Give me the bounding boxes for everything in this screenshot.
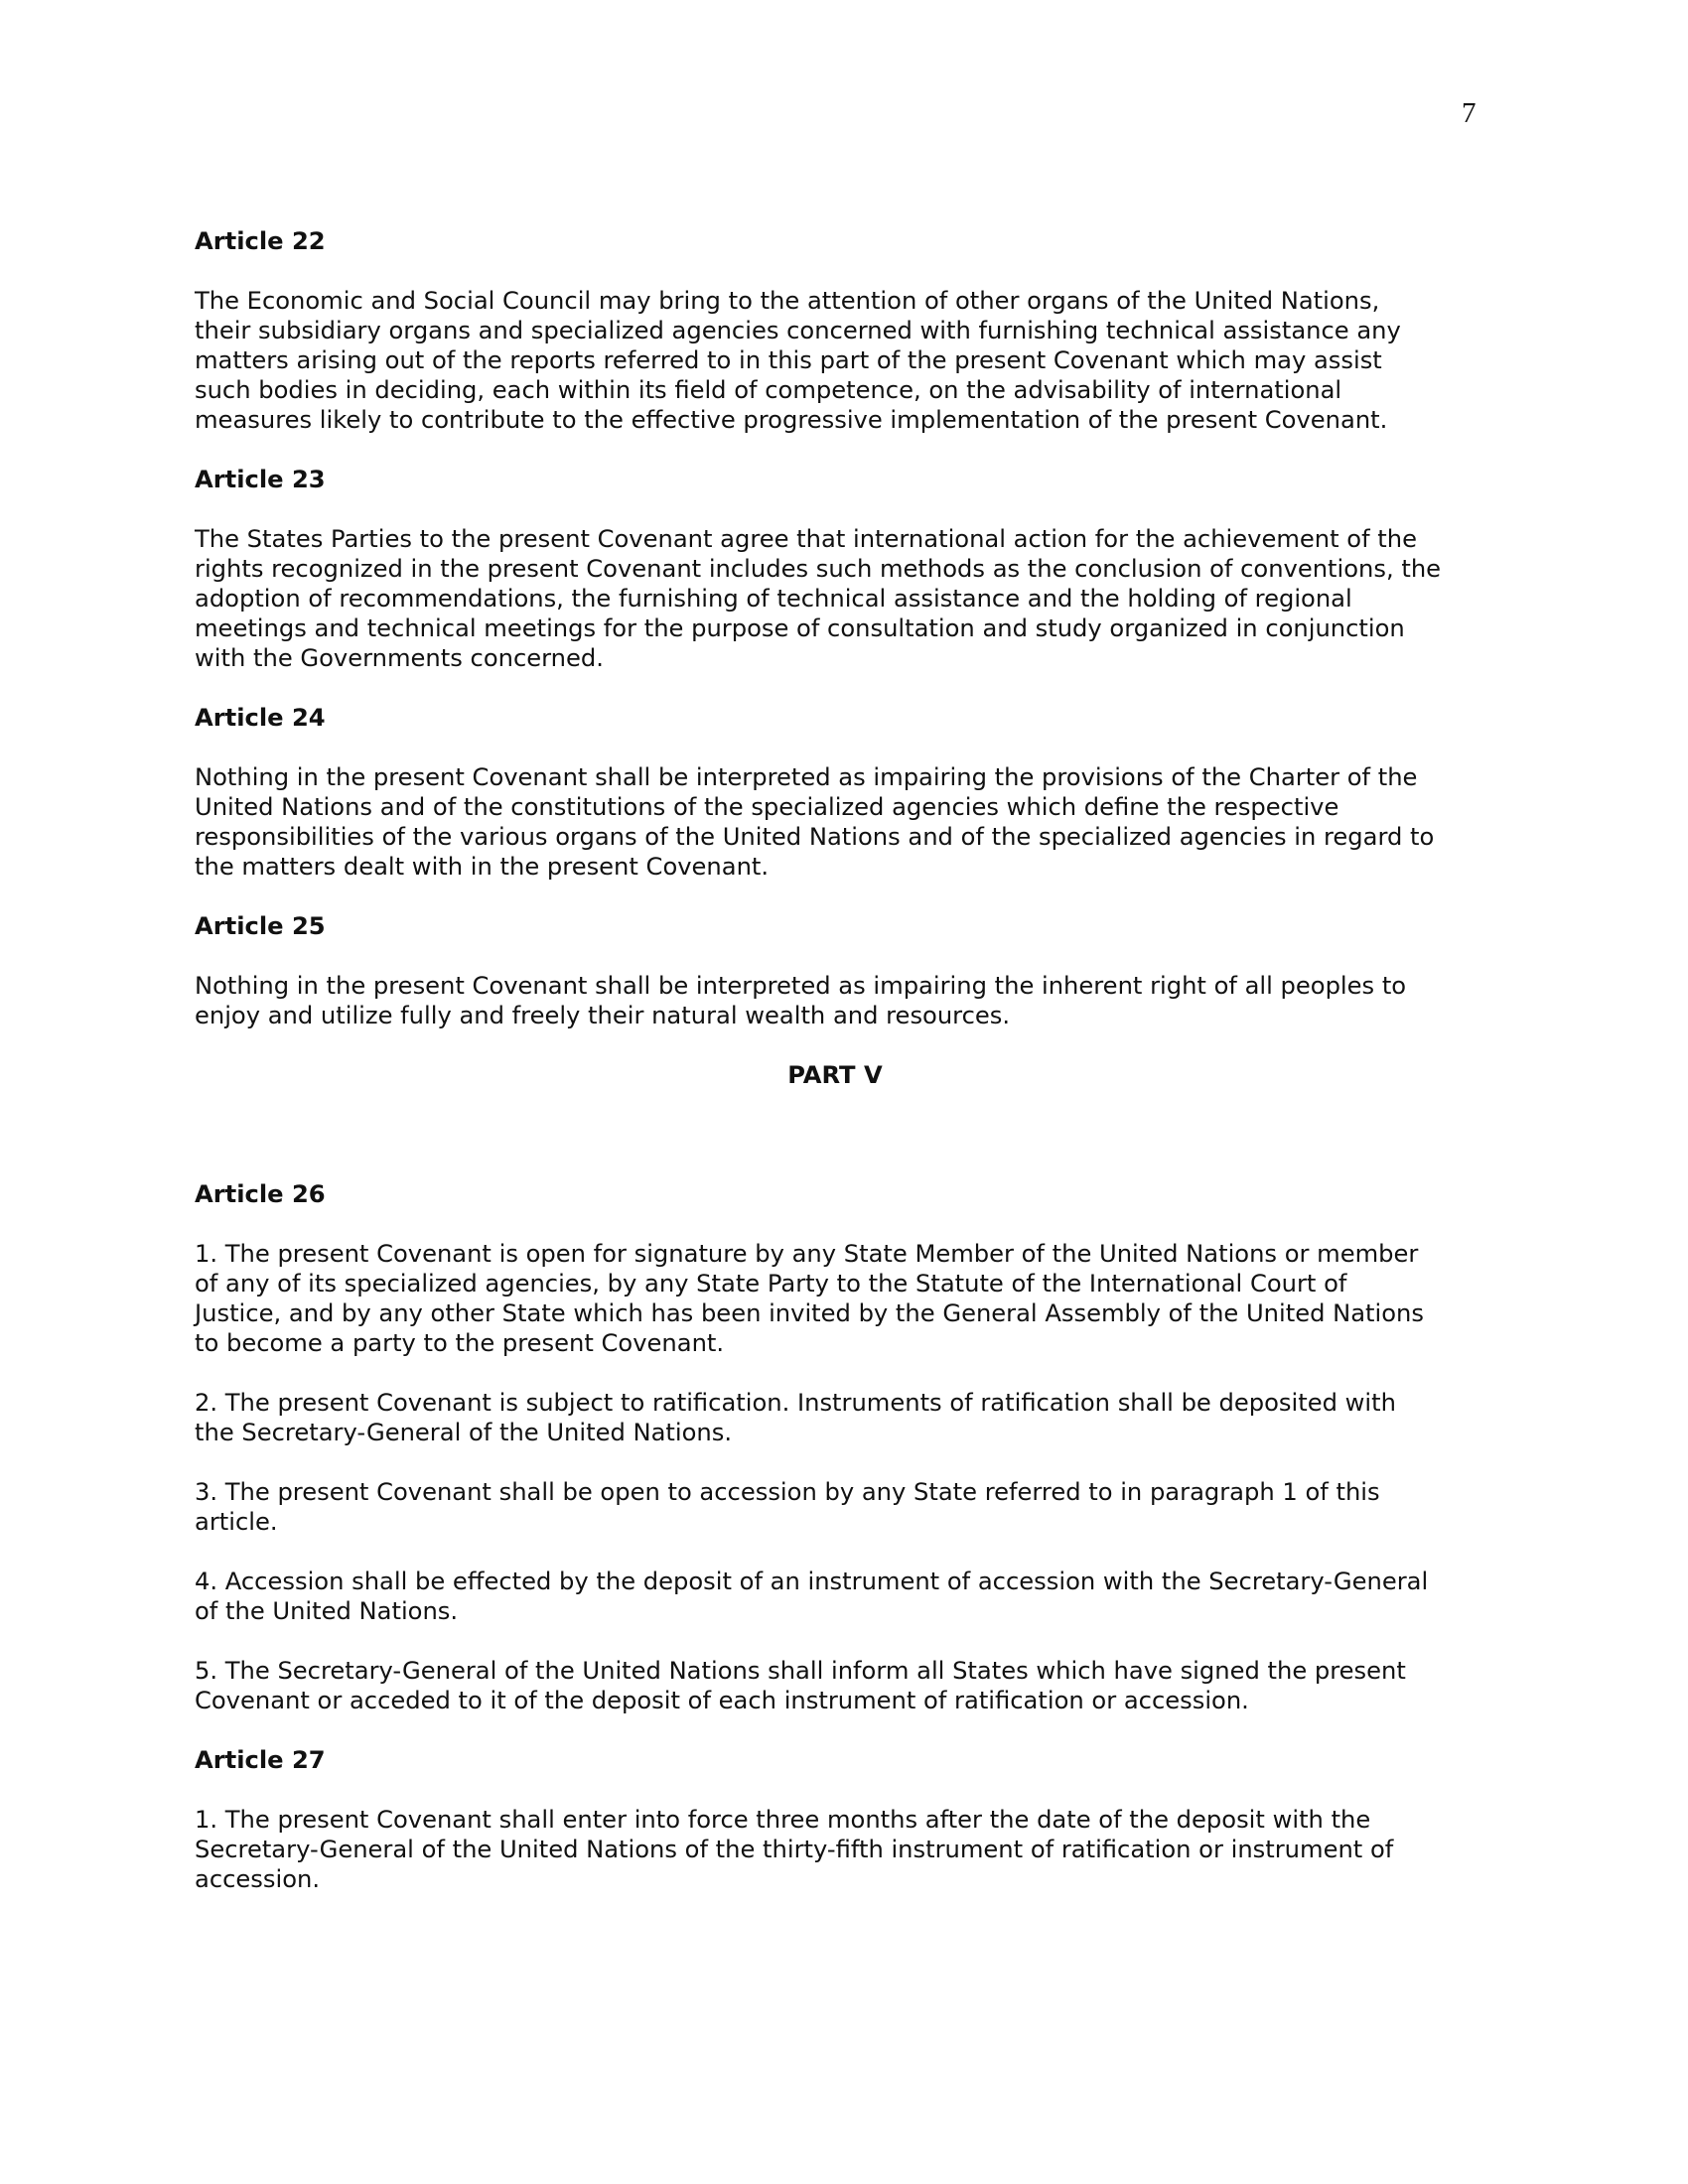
paragraph	[195, 286, 1505, 435]
paragraph-line: Nothing in the present Covenant shall be interpreted as impairing the provisions of the Charter of the	[195, 763, 1418, 791]
paragraph-line: adoption of recommendations, the furnishing of technical assistance and the holding of regional	[195, 585, 1352, 613]
article-heading: Article 26	[195, 1180, 326, 1208]
paragraph-line: meetings and technical meetings for the purpose of consultation and study organized in conjunction	[195, 614, 1405, 642]
paragraph-line: Covenant or acceded to it of the deposit of each instrument of ratification or accession.	[195, 1687, 1249, 1714]
paragraph-line: enjoy and utilize fully and freely their natural wealth and resources.	[195, 1002, 1011, 1029]
page-number: 7	[1462, 97, 1477, 129]
article-heading: Article 23	[195, 466, 326, 493]
part-title: PART V	[787, 1061, 883, 1089]
paragraph-line: The States Parties to the present Covenant agree that international action for the achievement of the	[195, 525, 1417, 553]
paragraph	[195, 971, 1505, 1030]
paragraph-line: the Secretary-General of the United Nations.	[195, 1419, 733, 1446]
article-heading: Article 25	[195, 912, 326, 940]
paragraph-line: 3. The present Covenant shall be open to accession by any State referred to in paragraph 1 of this	[195, 1478, 1380, 1506]
article-heading: Article 24	[195, 704, 326, 732]
paragraph-line: 4. Accession shall be effected by the deposit of an instrument of accession with the Secretary-General	[195, 1568, 1429, 1595]
paragraph-line: to become a party to the present Covenant.	[195, 1329, 725, 1357]
paragraph-line: Justice, and by any other State which has been invited by the General Assembly of the United Nations	[195, 1299, 1424, 1327]
paragraph-line: Nothing in the present Covenant shall be interpreted as impairing the inherent right of all peoples to	[195, 972, 1407, 1000]
paragraph	[195, 1388, 1505, 1447]
paragraph-line: matters arising out of the reports referred to in this part of the present Covenant which may assist	[195, 346, 1382, 374]
paragraph-line: such bodies in deciding, each within its field of competence, on the advisability of international	[195, 376, 1342, 404]
paragraph	[195, 1477, 1505, 1537]
paragraph-line: responsibilities of the various organs of the United Nations and of the specialized agencies in regard to	[195, 823, 1435, 851]
paragraph	[195, 1567, 1505, 1626]
paragraph-line: United Nations and of the constitutions of the specialized agencies which define the respective	[195, 793, 1339, 821]
paragraph-line: 2. The present Covenant is subject to ratification. Instruments of ratification shall be deposited with	[195, 1389, 1396, 1417]
paragraph	[195, 524, 1505, 673]
paragraph	[195, 1656, 1505, 1715]
paragraph-line: rights recognized in the present Covenant includes such methods as the conclusion of conventions, the	[195, 555, 1442, 583]
paragraph-line: accession.	[195, 1865, 321, 1893]
paragraph-line: of any of its specialized agencies, by any State Party to the Statute of the International Court of	[195, 1270, 1347, 1297]
paragraph-line: article.	[195, 1508, 278, 1536]
paragraph-line: 1. The present Covenant is open for signature by any State Member of the United Nations or member	[195, 1240, 1419, 1268]
paragraph	[195, 1239, 1505, 1358]
paragraph-line: of the United Nations.	[195, 1597, 459, 1625]
paragraph-line: 5. The Secretary-General of the United Nations shall inform all States which have signed the present	[195, 1657, 1406, 1685]
paragraph-line: Secretary-General of the United Nations of the thirty-fifth instrument of ratification or instrument of	[195, 1836, 1394, 1863]
paragraph-line: their subsidiary organs and specialized agencies concerned with furnishing technical assistance any	[195, 317, 1401, 344]
document-body	[195, 226, 1505, 1924]
article-heading: Article 22	[195, 227, 326, 255]
paragraph	[195, 762, 1505, 882]
paragraph-line: with the Governments concerned.	[195, 644, 604, 672]
paragraph-line: The Economic and Social Council may bring to the attention of other organs of the United Nations,	[195, 287, 1380, 315]
paragraph-line: 1. The present Covenant shall enter into force three months after the date of the deposit with the	[195, 1806, 1371, 1834]
paragraph-line: the matters dealt with in the present Covenant.	[195, 853, 770, 881]
paragraph	[195, 1805, 1505, 1894]
article-heading: Article 27	[195, 1746, 326, 1774]
paragraph-line: measures likely to contribute to the effective progressive implementation of the present Covenant.	[195, 406, 1388, 434]
